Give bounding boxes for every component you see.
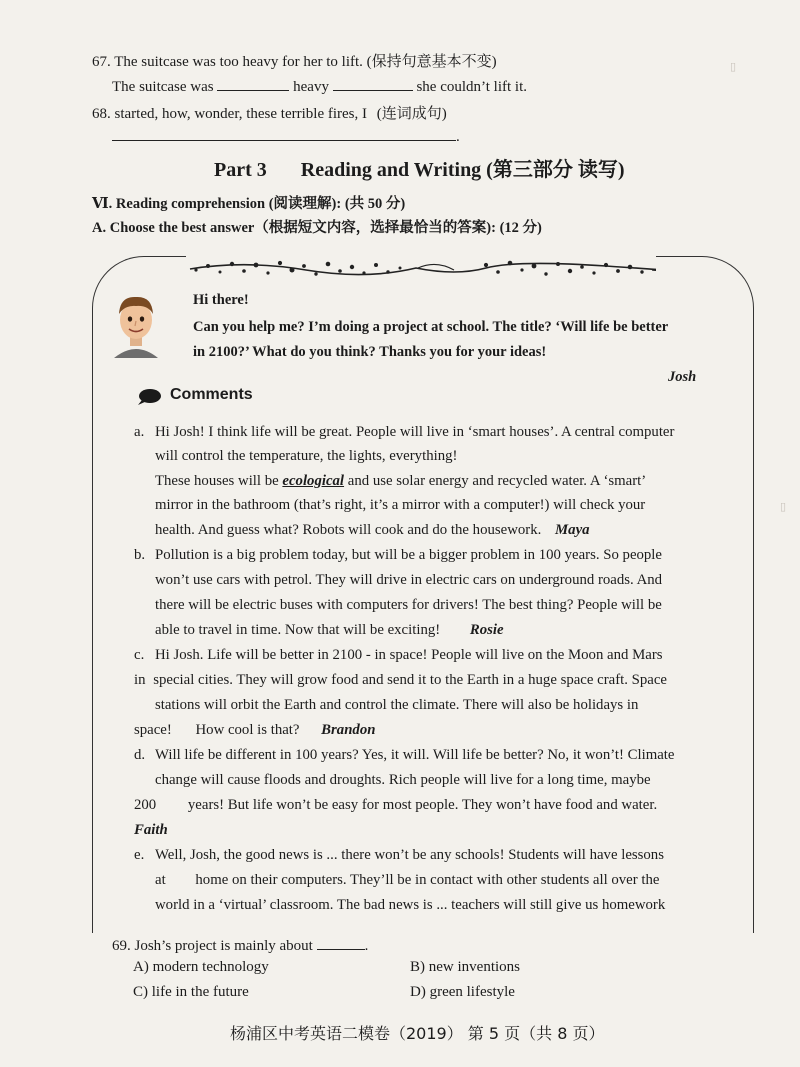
comment-e-text: at [155, 872, 166, 888]
q69-stem-line [112, 935, 368, 955]
section-subheading: A. Choose the best answer（根据短文内容，选择最恰当的答案): (12 分) [92, 220, 542, 236]
comment-c-text: space! [134, 722, 172, 738]
comment-a-text: and use solar energy and recycled water. A ‘smart’ [347, 473, 647, 489]
q69-option-a[interactable]: A) modern technology [133, 959, 269, 975]
q68-prompt-line [92, 102, 447, 123]
comment-c-line: Hi Josh. Life will be better in 2100 - in space! People will live on the Moon and Mars [155, 647, 663, 663]
part-name: Reading and Writing (第三部分 读写) [300, 159, 625, 181]
comment-a-text: These houses will be [155, 473, 279, 489]
q67-text-c: she couldn’t lift it. [416, 79, 528, 95]
comment-a-text: health. And guess what? Robots will cook and do the housework. [155, 522, 542, 538]
comment-b-line: won’t use cars with petrol. They will drive in electric cars on underground roads. And [155, 572, 663, 588]
speech-bubble-graphic [136, 388, 162, 406]
comment-d-label: d. [134, 747, 146, 763]
section-heading: Ⅵ. Reading comprehension (阅读理解): (共 50 分) [92, 196, 406, 212]
q67-text-b: heavy [293, 79, 329, 95]
comment-a-line: mirror in the bathroom (that’s right, it’s a mirror with a computer!) will check your [155, 497, 646, 513]
ecological-keyword: ecological [282, 473, 345, 489]
comment-c-text: special cities. They will grow food and send it to the Earth in a huge space craft. Space [153, 672, 667, 688]
comment-c-line [134, 668, 667, 693]
comment-c-label: c. [134, 647, 145, 663]
comment-c-text: in [134, 672, 146, 688]
boy-avatar-graphic [108, 288, 164, 360]
speech-bubble-icon [136, 388, 162, 406]
comment-e-line: world in a ‘virtual’ classroom. The bad news is ... teachers will still give us homework [155, 897, 666, 913]
comment-c-text: How cool is that? [195, 722, 300, 738]
q67-blank-1[interactable] [217, 76, 289, 91]
comment-a-line: Hi Josh! I think life will be great. People will live in ‘smart houses’. A central computer [155, 424, 675, 440]
post-greeting: Hi there! [193, 292, 249, 308]
part-number: Part 3 [214, 159, 267, 181]
comment-d-line: change will cause floods and droughts. Rich people will live for a long time, maybe [155, 772, 651, 788]
part-title [214, 153, 625, 182]
comment-c-line [134, 718, 375, 743]
q67-prompt: 67. The suitcase was too heavy for her to lift. (保持句意基本不变) [92, 54, 497, 70]
comment-d-text: 200 [134, 797, 157, 813]
comment-d-text: years! But life won’t be easy for most people. They won’t have food and water. [187, 797, 658, 813]
comment-a-line [155, 518, 590, 543]
q68-answer-line [112, 126, 460, 146]
q68-hint: (连词成句) [376, 106, 447, 122]
comment-d-signature: Faith [134, 822, 168, 838]
comment-e-text: home on their computers. They’ll be in contact with other students all over the [195, 872, 660, 888]
comment-a-line: will control the temperature, the lights, everything! [155, 448, 458, 464]
comment-d-line: Will life be different in 100 years? Yes, it will. Will life be better? No, it won’t! Climate [155, 747, 675, 763]
bleed-through-mark: ▯ [780, 500, 787, 513]
q68-prompt: 68. started, how, wonder, these terrible fires, I [92, 106, 368, 122]
comment-e-line: Well, Josh, the good news is ... there won’t be any schools! Students will have lessons [155, 847, 664, 863]
q67-answer-line [112, 76, 527, 96]
comment-c-line: stations will orbit the Earth and control the climate. There will also be holidays in [155, 697, 639, 713]
q69-option-d[interactable]: D) green lifestyle [410, 984, 515, 1000]
comment-b-line: there will be electric buses with computers for drivers! The best thing? People will be [155, 597, 662, 613]
q69-option-b[interactable]: B) new inventions [410, 959, 520, 975]
q69-option-c[interactable]: C) life in the future [133, 984, 249, 1000]
decorative-scribble [186, 252, 656, 286]
post-line-1: Can you help me? I’m doing a project at school. The title? ‘Will life be better [193, 319, 669, 335]
avatar [108, 288, 164, 360]
comment-b-line [155, 618, 504, 643]
page-footer: 杨浦区中考英语二模卷（2019） 第 5 页（共 8 页） [230, 1024, 605, 1043]
q67-blank-2[interactable] [333, 76, 413, 91]
comment-e-line [155, 868, 659, 893]
comment-b-signature: Rosie [469, 622, 504, 638]
q69-period: . [364, 938, 369, 954]
comments-heading: Comments [170, 386, 253, 403]
bleed-through-mark: ▯ [730, 60, 737, 73]
comment-a-label: a. [134, 424, 145, 440]
q68-period: . [456, 129, 460, 145]
comment-b-label: b. [134, 547, 146, 563]
comment-d-line [134, 793, 657, 818]
comment-a-signature: Maya [555, 522, 590, 538]
q68-blank[interactable] [112, 126, 456, 141]
q67-text-a: The suitcase was [112, 79, 214, 95]
q69-blank[interactable] [317, 935, 365, 950]
comment-c-signature: Brandon [321, 722, 376, 738]
post-line-2: in 2100?’ What do you think? Thanks you for your ideas! [193, 344, 547, 360]
comment-e-label: e. [134, 847, 145, 863]
comment-a-line [155, 469, 646, 494]
post-author: Josh [668, 369, 697, 385]
scribble-graphic [186, 252, 656, 286]
comment-b-text: able to travel in time. Now that will be exciting! [155, 622, 441, 638]
comment-b-line: Pollution is a big problem today, but will be a bigger problem in 100 years. So people [155, 547, 662, 563]
q69-stem: 69. Josh’s project is mainly about [112, 938, 313, 954]
